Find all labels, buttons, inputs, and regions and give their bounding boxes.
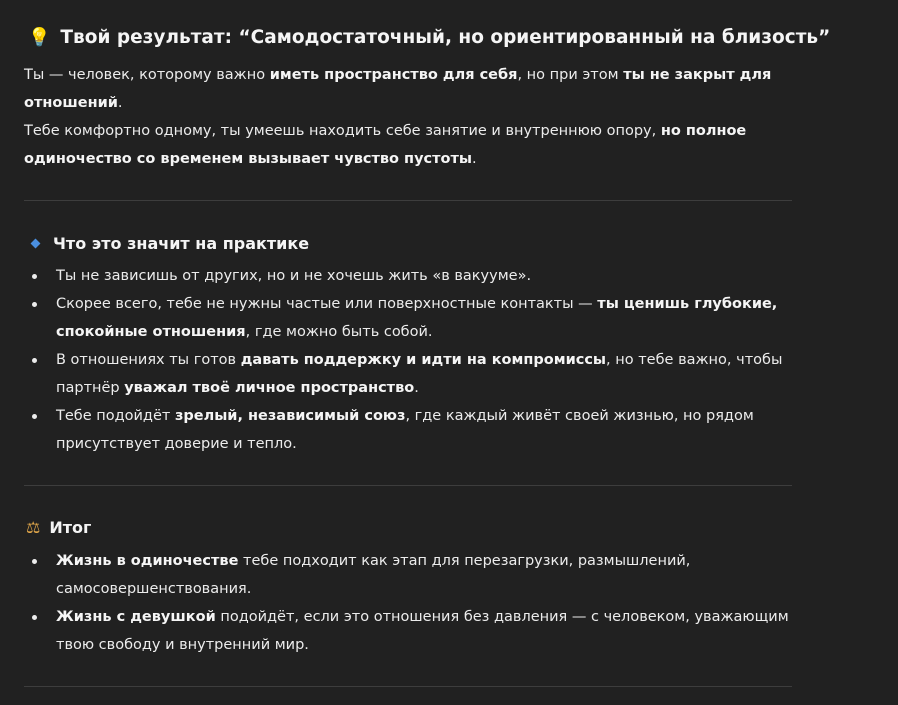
divider [24, 485, 792, 486]
list-item: Ты не зависишь от других, но и не хочешь жить «в вакууме». [24, 262, 792, 290]
practice-list [24, 262, 792, 458]
list-item: Жизнь в одиночестве тебе подходит как этап для перезагрузки, размышлений, самосовершенствования. [24, 547, 792, 603]
result-paragraph-1: Ты — человек, которому важно иметь пространство для себя, но при этом ты не закрыт для отношений. [24, 67, 772, 111]
list-item: Тебе подойдёт зрелый, независимый союз, где каждый живёт своей жизнью, но рядом присутствует доверие и тепло. [24, 402, 792, 458]
summary-title: Итог [49, 518, 92, 537]
divider [24, 686, 792, 687]
summary-heading [26, 518, 91, 537]
result-title: Твой результат: “Самодостаточный, но ориентированный на близость” [60, 27, 831, 48]
list-item: Жизнь с девушкой подойдёт, если это отношения без давления — с человеком, уважающим твою свободу и внутренний мир. [24, 603, 792, 659]
blue-diamond-icon [31, 239, 41, 249]
practice-title: Что это значит на практике [53, 234, 310, 253]
summary-list [24, 547, 792, 659]
divider [24, 200, 792, 201]
result-paragraph-2: Тебе комфортно одному, ты умеешь находить себе занятие и внутреннюю опору, но полное одиночество со временем вызывает чувство пустоты. [24, 123, 747, 167]
lightbulb-icon: 💡 [28, 27, 51, 48]
list-item: В отношениях ты готов давать поддержку и идти на компромиссы, но тебе важно, чтобы партнёр уважал твоё личное пространство. [24, 346, 792, 402]
practice-heading [30, 234, 309, 253]
result-heading [28, 27, 830, 48]
list-item: Скорее всего, тебе не нужны частые или поверхностные контакты — ты ценишь глубокие, спокойные отношения, где можно быть собой. [24, 290, 792, 346]
balance-scale-icon: ⚖ [26, 518, 41, 537]
